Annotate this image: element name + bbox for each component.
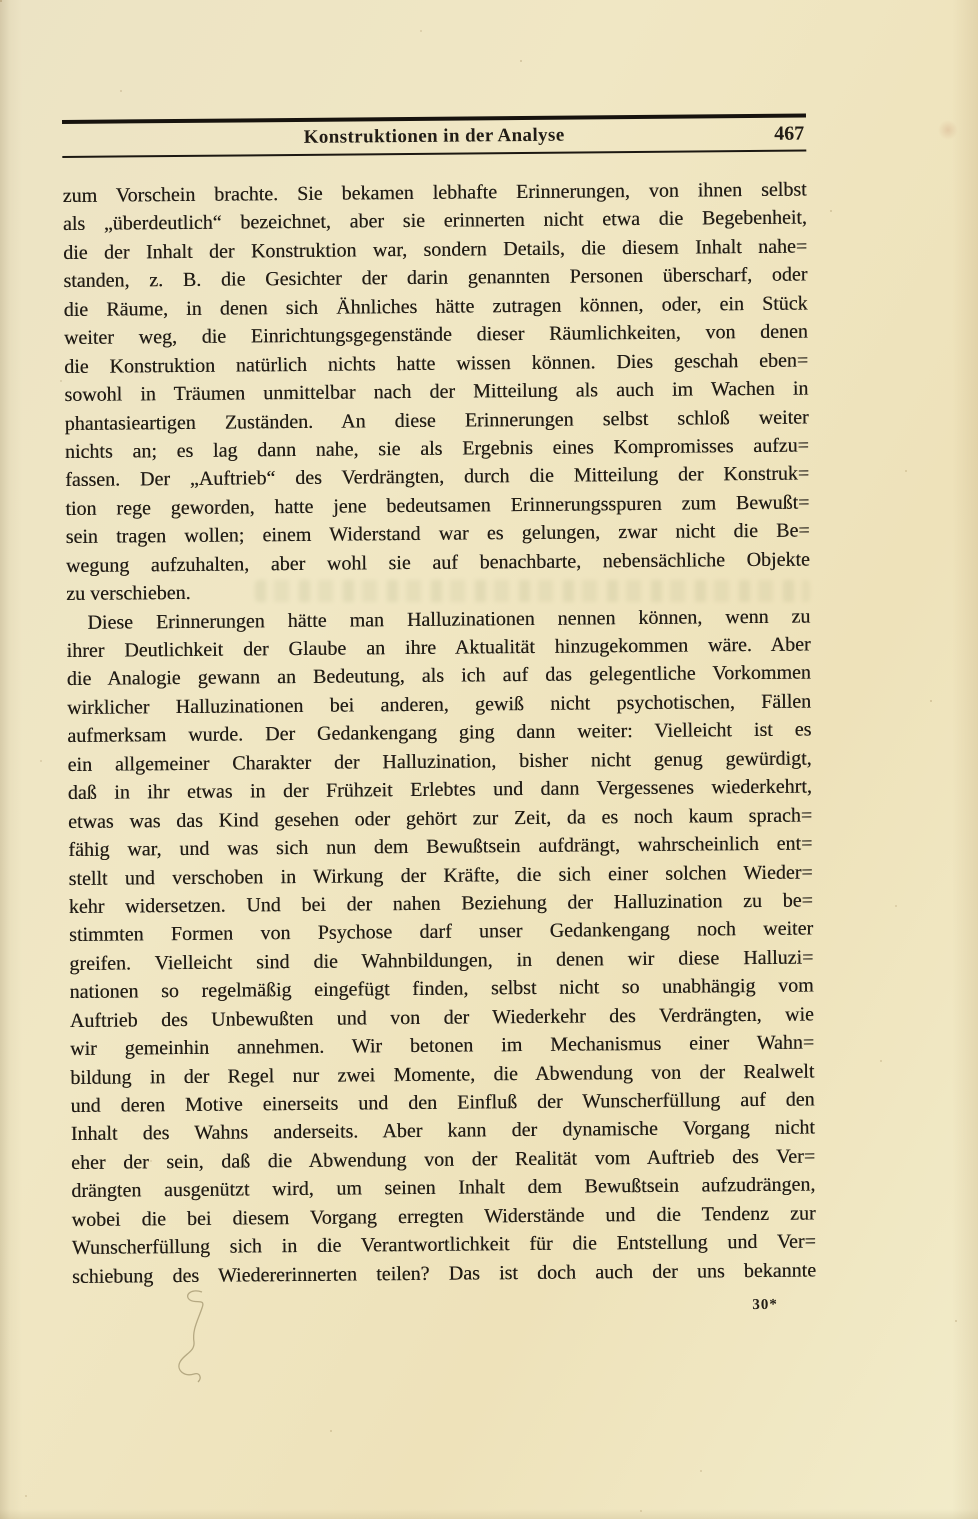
- text-line: nichts an; es lag dann nahe, sie als Ergebnis eines Kompromisses aufzu=: [64, 434, 809, 463]
- text-line: stellt und verschoben in Wirkung der Kräfte, die sich einer solchen Wieder=: [68, 860, 813, 890]
- text-line: etwas was das Kind gesehen oder gehört zur Zeit, da es noch kaum sprach=: [68, 804, 813, 833]
- text-line: fähig war, und was sich nun dem Bewußtsein aufdrängt, wahrscheinlich ent=: [68, 832, 813, 862]
- paper-specks: [0, 0, 2, 2]
- text-line: Auftrieb des Unbewußten und von der Wiederkehr des Verdrängten, wie: [69, 1003, 814, 1032]
- text-line: ein allgemeiner Charakter der Halluzination, bisher nicht genug gewürdigt,: [67, 747, 812, 776]
- running-head: [62, 118, 806, 156]
- text-line: greifen. Vielleicht sind die Wahnbildungen, in denen wir diese Halluzi=: [69, 946, 814, 975]
- text-line: nationen so regelmäßig eingefügt finden, selbst nicht so unabhängig vom: [69, 974, 814, 1004]
- header-title: Konstruktionen in der Analyse: [303, 124, 565, 148]
- text-line: zum Vorschein brachte. Sie bekamen lebhafte Erinnerungen, von ihnen selbst: [62, 178, 807, 207]
- text-line: kehr widersetzen. Und bei der nahen Beziehung der Halluzination zu be=: [68, 889, 813, 918]
- text-line: zu verschieben.: [66, 582, 191, 606]
- header-page-number: 467: [774, 122, 805, 145]
- text-line: eher der sein, daß die Abwendung von der Realität vom Auftrieb des Ver=: [71, 1145, 816, 1174]
- text-line: bildung in der Regel nur zwei Momente, die Abwendung von der Realwelt: [70, 1060, 815, 1089]
- text-line: stimmten Formen von Psychose darf unser Gedankengang noch weiter: [69, 917, 814, 947]
- text-line: die Konstruktion natürlich nichts hatte wissen können. Dies geschah eben=: [64, 349, 809, 378]
- text-line: standen, z. B. die Gesichter der darin genannten Personen überscharf, oder: [63, 263, 808, 293]
- text-line: daß in ihr etwas in der Frühzeit Erlebtes und dann Vergessenes wiederkehrt,: [67, 775, 812, 805]
- text-line: wirklicher Halluzinationen bei anderen, gewiß nicht psychotischen, Fällen: [67, 690, 812, 719]
- body-text: [63, 176, 817, 1292]
- text-line: wegung aufzuhalten, aber wohl sie auf benachbarte, nebensächliche Objekte: [65, 548, 810, 577]
- text-line: sowohl in Träumen unmittelbar nach der Mitteilung als auch im Wachen in: [64, 377, 809, 407]
- text-line: die der Inhalt der Konstruktion war, sondern Details, die diesem Inhalt nahe=: [63, 235, 808, 264]
- footer-signature-mark: 30*: [752, 1296, 778, 1314]
- text-line: die Räume, in denen sich Ähnliches hätte zutragen können, oder, ein Stück: [63, 292, 808, 321]
- text-line: drängten ausgenützt wird, um seinen Inhalt dem Bewußtsein aufzudrängen,: [71, 1173, 816, 1203]
- text-line: fassen. Der „Auftrieb“ des Verdrängten, durch die Mitteilung der Konstruk=: [65, 462, 810, 492]
- text-line: und deren Motive einerseits und den Einfluß der Wunscherfüllung auf den: [70, 1088, 815, 1117]
- text-line: die Analogie gewann an Bedeutung, als ich auf das gelegentliche Vorkommen: [66, 661, 811, 691]
- text-line: schiebung des Wiedererinnerten teilen? Das ist doch auch der uns bekannte: [71, 1259, 817, 1288]
- text-line: tion rege geworden, hatte jene bedeutsamen Erinnerungsspuren zum Bewußt=: [65, 491, 810, 520]
- text-line: sein tragen wollen; einem Widerstand war es gelungen, zwar nicht die Be=: [65, 519, 810, 549]
- text-line: aufmerksam wurde. Der Gedankengang ging dann weiter: Vielleicht ist es: [67, 718, 812, 748]
- text-line: als „überdeutlich“ bezeichnet, aber sie erinnerten nicht etwa die Begebenheit,: [62, 206, 807, 236]
- text-line: Diese Erinnerungen hätte man Halluzinationen nennen können, wenn zu: [87, 605, 811, 634]
- text-line: ihrer Deutlichkeit der Glaube an ihre Aktualität hinzugekommen wäre. Aber: [66, 633, 811, 662]
- text-line: wir gemeinhin annehmen. Wir betonen im Mechanismus einer Wahn=: [70, 1031, 815, 1061]
- text-line: Inhalt des Wahns anderseits. Aber kann der dynamische Vorgang nicht: [70, 1116, 815, 1146]
- text-line: Wunscherfüllung sich in die Verantwortlichkeit für die Entstellung und Ver=: [71, 1230, 816, 1260]
- text-line: wobei die bei diesem Vorgang erregten Widerstände und die Tendenz zur: [71, 1202, 816, 1231]
- text-line: weiter weg, die Einrichtungsgegenstände dieser Räumlichkeiten, von denen: [63, 320, 808, 350]
- text-line: phantasieartigen Zuständen. An diese Erinnerungen selbst schloß weiter: [64, 405, 809, 435]
- page-content: [62, 114, 816, 1321]
